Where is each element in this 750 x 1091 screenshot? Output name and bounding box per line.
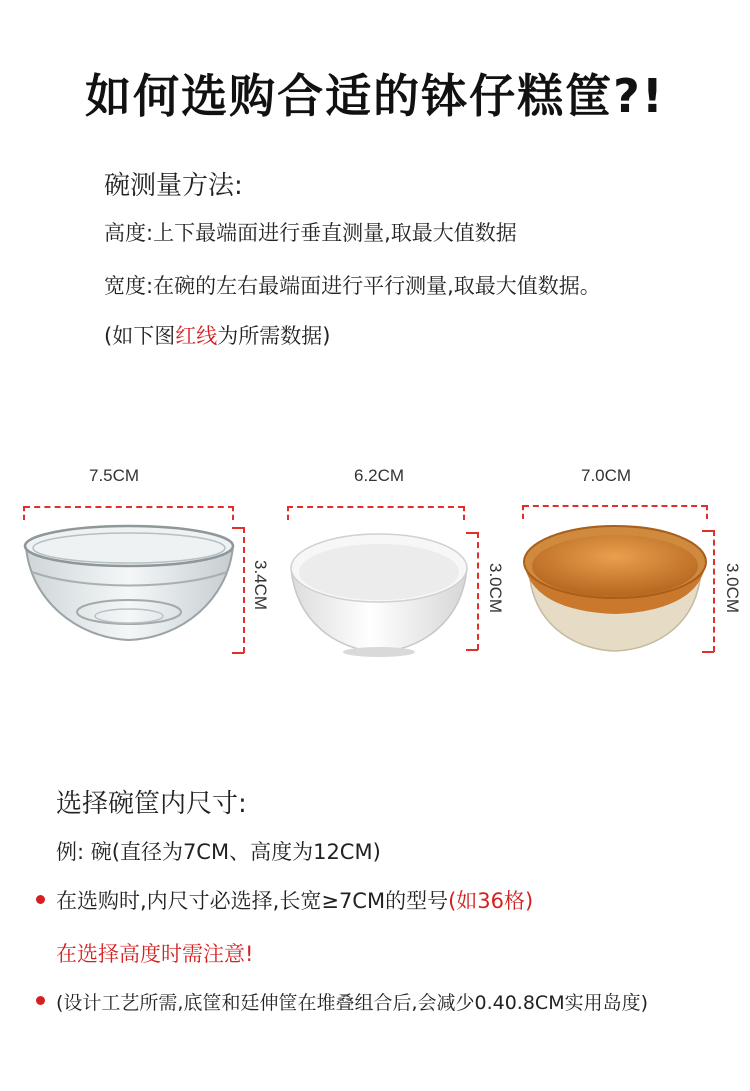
height-warning: 在选择高度时需注意! xyxy=(56,942,254,966)
white-bowl-width-tick-right xyxy=(463,506,465,520)
point-1 xyxy=(56,885,533,915)
glass-bowl-width-tick-right xyxy=(232,506,234,520)
ceramic-bowl-height-label: 3.0CM xyxy=(723,563,742,614)
note-suffix: 为所需数据) xyxy=(217,324,331,348)
select-heading: 选择碗筐内尺寸: xyxy=(56,789,247,819)
point-1-text: 在选购时,内尺寸必选择,长宽≥7CM的型号 xyxy=(56,889,449,913)
ceramic-bowl-height-line xyxy=(713,530,715,652)
bullet-dot-2 xyxy=(36,996,45,1005)
width-description: 宽度:在碗的左右最端面进行平行测量,取最大值数据。 xyxy=(104,274,601,298)
glass-bowl-image xyxy=(22,520,237,645)
ceramic-bowl-width-label: 7.0CM xyxy=(581,466,632,485)
note-red-text: 红线 xyxy=(175,324,218,348)
point-1-red: (如36格) xyxy=(448,889,534,913)
height-description: 高度:上下最端面进行垂直测量,取最大值数据 xyxy=(104,221,517,245)
glass-bowl-width-tick-left xyxy=(23,506,25,520)
measure-heading: 碗测量方法: xyxy=(104,171,243,201)
glass-bowl-width-line xyxy=(24,506,234,508)
white-bowl-height-label: 3.0CM xyxy=(486,563,505,614)
measure-note xyxy=(104,320,330,350)
page-title: 如何选购合适的钵仔糕筐?! xyxy=(85,69,665,123)
white-bowl-width-label: 6.2CM xyxy=(354,466,405,485)
white-bowl-image xyxy=(288,528,470,658)
bullet-dot-1 xyxy=(36,895,45,904)
white-bowl-height-line xyxy=(477,532,479,650)
note-prefix: (如下图 xyxy=(104,324,176,348)
ceramic-bowl-width-line xyxy=(523,505,707,507)
white-bowl-width-line xyxy=(287,506,464,508)
glass-bowl-height-line xyxy=(243,527,245,653)
ceramic-bowl-width-tick-right xyxy=(706,505,708,519)
ceramic-bowl-image xyxy=(520,520,710,655)
glass-bowl-width-label: 7.5CM xyxy=(89,466,140,485)
glass-bowl-height-label: 3.4CM xyxy=(251,560,270,611)
glass-bowl-height-tick-bottom xyxy=(232,652,244,654)
example-text: 例: 碗(直径为7CM、高度为12CM) xyxy=(56,840,381,864)
white-bowl-width-tick-left xyxy=(287,506,289,520)
point-2: (设计工艺所需,底筐和廷伸筐在堆叠组合后,会减少0.40.8CM实用岛度) xyxy=(56,992,648,1014)
ceramic-bowl-width-tick-left xyxy=(522,505,524,519)
